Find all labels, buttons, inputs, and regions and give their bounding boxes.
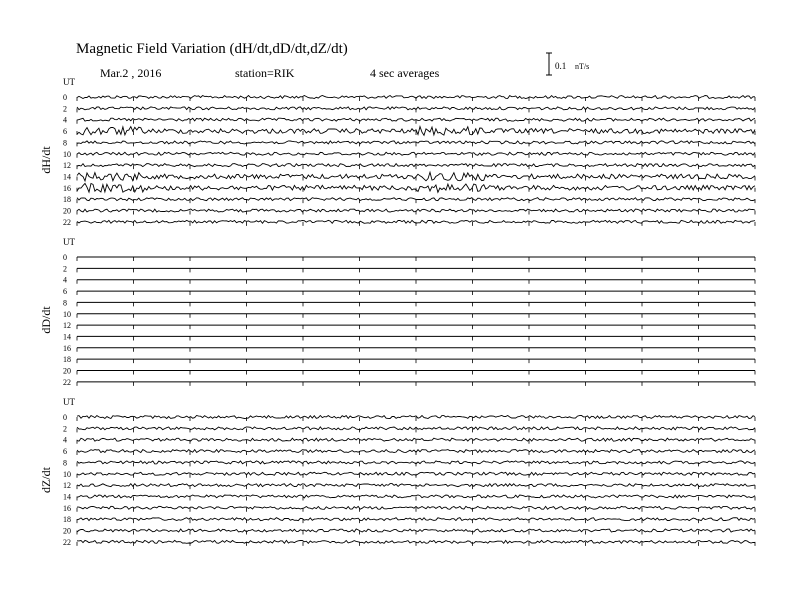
row-label: 12 <box>63 321 71 331</box>
panel-dH <box>39 77 755 227</box>
date-label: Mar.2 , 2016 <box>100 66 162 80</box>
scale-bar-value: 0.1 <box>555 61 567 71</box>
scale-bar <box>546 53 589 75</box>
panel-ylabel: dH/dt <box>39 146 53 174</box>
row-label: 10 <box>63 469 71 479</box>
row-label: 6 <box>63 287 67 297</box>
row-label: 10 <box>63 149 71 159</box>
ut-axis-label: UT <box>63 77 75 87</box>
row-label: 22 <box>63 537 71 547</box>
row-label: 8 <box>63 298 67 308</box>
row-label: 2 <box>63 424 67 434</box>
row-label: 12 <box>63 161 71 171</box>
figure-title: Magnetic Field Variation (dH/dt,dD/dt,dZ/dt) <box>76 41 348 57</box>
row-label: 8 <box>63 458 67 468</box>
scale-bar-unit: nT/s <box>575 62 590 71</box>
row-label: 2 <box>63 104 67 114</box>
row-label: 16 <box>63 343 71 353</box>
row-label: 4 <box>63 275 67 285</box>
row-label: 2 <box>63 264 67 274</box>
ut-axis-label: UT <box>63 397 75 407</box>
row-label: 4 <box>63 115 67 125</box>
row-label: 22 <box>63 217 71 227</box>
row-label: 14 <box>63 172 71 182</box>
row-label: 18 <box>63 515 71 525</box>
row-label: 20 <box>63 526 71 536</box>
row-label: 8 <box>63 138 67 148</box>
row-label: 14 <box>63 492 71 502</box>
row-label: 0 <box>63 413 67 422</box>
row-label: 20 <box>63 366 71 376</box>
row-label: 14 <box>63 332 71 342</box>
panel-ylabel: dD/dt <box>39 306 53 334</box>
row-label: 4 <box>63 435 67 445</box>
row-label: 20 <box>63 206 71 216</box>
row-label: 10 <box>63 309 71 319</box>
row-label: 12 <box>63 481 71 491</box>
row-label: 6 <box>63 447 67 457</box>
row-label: 22 <box>63 377 71 387</box>
panel-ylabel: dZ/dt <box>39 467 53 493</box>
row-label: 18 <box>63 195 71 205</box>
panel-dZ <box>39 397 755 547</box>
row-label: 16 <box>63 503 71 513</box>
averaging-label: 4 sec averages <box>370 66 440 80</box>
station-label: station=RIK <box>235 66 295 80</box>
panel-dD <box>39 237 755 387</box>
row-label: 0 <box>63 93 67 102</box>
row-label: 6 <box>63 127 67 137</box>
row-label: 0 <box>63 253 67 262</box>
row-label: 16 <box>63 183 71 193</box>
row-label: 18 <box>63 355 71 365</box>
ut-axis-label: UT <box>63 237 75 247</box>
